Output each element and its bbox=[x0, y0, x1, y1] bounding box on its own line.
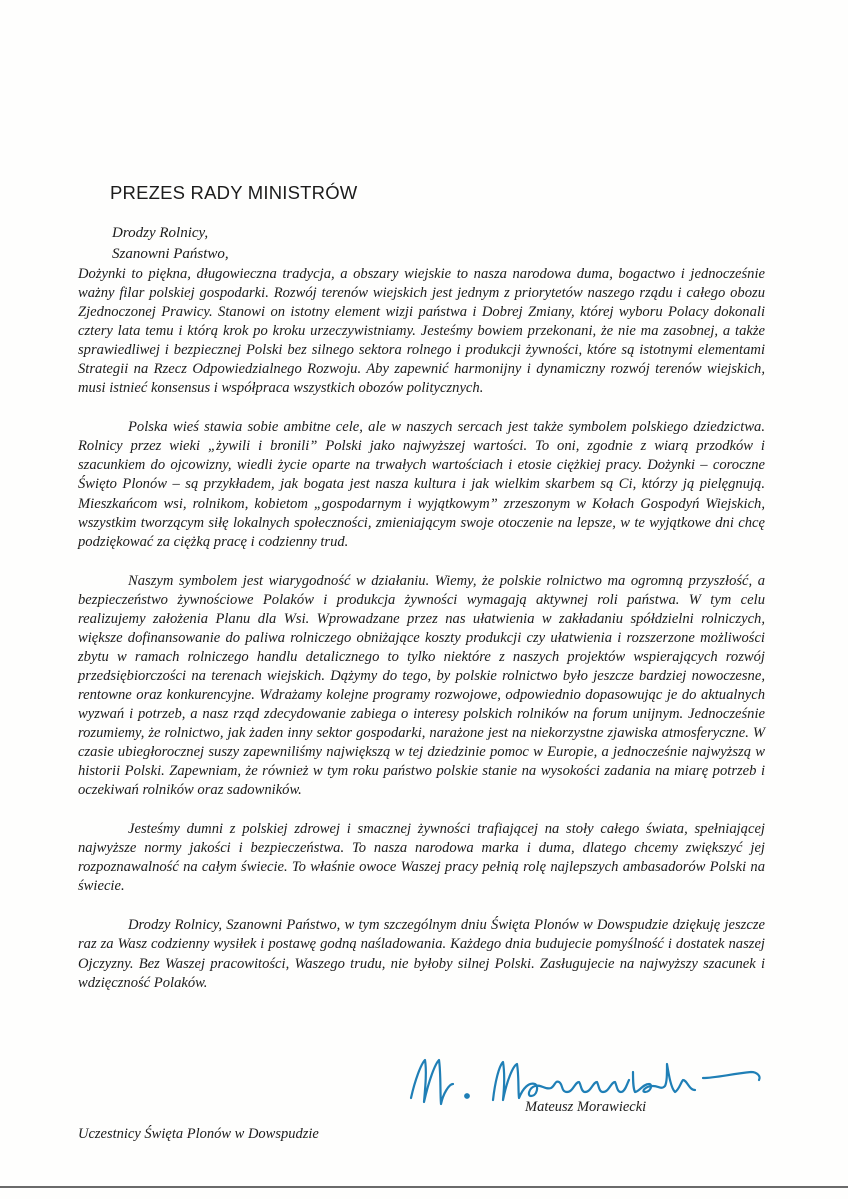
letter-body bbox=[78, 265, 765, 993]
letter-header: PREZES RADY MINISTRÓW bbox=[110, 182, 358, 203]
bottom-edge-divider bbox=[0, 1186, 848, 1188]
body-paragraph: Naszym symbolem jest wiarygodność w działaniu. Wiemy, że polskie rolnictwo ma ogromną przyszłość, a bezpieczeństwo żywnościowe Polaków i produkcja żywności wymagają aktywnej roli państwa. W tym celu realizujemy założenia Planu dla Wsi. Wprowadzane przez nas ułatwienia w zakładaniu spółdzielni rolniczych, większe dofinansowanie do paliwa rolniczego obniżające koszty produkcji czy ułatwienia i rozszerzone możliwości zbytu w ramach rolniczego handlu detalicznego to tylko niektóre z naszych projektów wspierających rozwój przedsiębiorczości na terenach wiejskich. Dążymy do tego, by polskie rolnictwo było jeszcze bardziej nowoczesne, rentowne oraz konkurencyjne. Wdrażamy kolejne programy rozwojowe, odpowiednio dopasowując je do aktualnych wyzwań i potrzeb, a nasz rząd zdecydowanie zabiega o interesy polskich rolników na forum unijnym. Jednocześnie rozumiemy, że rolnictwo, jak żaden inny sektor gospodarki, narażone jest na niekorzystne zjawiska atmosferyczne. W czasie ubiegłorocznej suszy zapewniliśmy największą w tej dziedzinie pomoc w Europie, a jednocześnie najwyższą w historii Polski. Zapewniam, że również w tym roku państwo polskie stanie na wysokości zadania na miarę potrzeb i oczekiwań rolników oraz sadowników. bbox=[78, 572, 765, 799]
body-paragraph: Jesteśmy dumni z polskiej zdrowej i smacznej żywności trafiającej na stoły całego świata, spełniającej najwyższe normy jakości i bezpieczeństwa. To nasza narodowa marka i duma, dlatego chcemy zwiększyć jej rozpoznawalność na całym świecie. To właśnie owoce Waszej pracy pełnią rolę najlepszych ambasadorów Polski na świecie. bbox=[78, 821, 765, 895]
signer-name: Mateusz Morawiecki bbox=[525, 1099, 647, 1115]
recipient-line: Uczestnicy Święta Plonów w Dowspudzie bbox=[78, 1126, 319, 1142]
body-paragraph: Dożynki to piękna, długowieczna tradycja, a obszary wiejskie to nasza narodowa duma, bogactwo i jednocześnie ważny filar polskiej gospodarki. Rozwój terenów wiejskich jest jednym z priorytetów naszego rządu i całego obozu Zjednoczonej Prawicy. Stanowi on istotny element wizji państwa i Dobrej Zmiany, której wyboru Polacy dokonali cztery lata temu i którą krok po kroku urzeczywistniamy. Jesteśmy bowiem przekonani, że nie ma zasobnej, a także sprawiedliwej i bezpiecznej Polski bez silnego sektora rolnego i produkcji żywności, które są istotnymi elementami Strategii na Rzecz Odpowiedzialnego Rozwoju. Aby zapewnić harmonijny i dynamiczny rozwój terenów wiejskich, musi istnieć konsensus i współpraca wszystkich obozów politycznych. bbox=[78, 266, 765, 397]
body-paragraph: Drodzy Rolnicy, Szanowni Państwo, w tym szczególnym dniu Święta Plonów w Dowspudzie dziękuję jeszcze raz za Wasz codzienny wysiłek i postawę godną naśladowania. Każdego dnia budujecie pomyślność i dostatek naszej Ojczyzny. Bez Waszej pracowitości, Waszego trudu, nie byłoby silnej Polski. Zasługujecie na najwyższy szacunek i wdzięczność Polaków. bbox=[78, 917, 765, 991]
greeting-line: Drodzy Rolnicy, bbox=[112, 225, 209, 241]
greeting-line: Szanowni Państwo, bbox=[112, 246, 229, 262]
body-paragraph: Polska wieś stawia sobie ambitne cele, ale w naszych sercach jest także symbolem polskiego dziedzictwa. Rolnicy przez wieki „żywili i bronili” Polski jako najwyższej wartości. To oni, zgodnie z wiarą przodków i szacunkiem do ojcowizny, wiedli życie oparte na trwałych wartościach i etosie ciężkiej pracy. Dożynki – coroczne Święto Plonów – są przykładem, jak bogata jest nasza kultura i jak wielkim skarbem są Ci, którzy ją pielęgnują. Mieszkańcom wsi, rolnikom, kobietom „gospodarnym i wyjątkowym” zrzeszonym w Kołach Gospodyń Wiejskich, wszystkim tworzącym siłę lokalnych społeczności, zmieniającym swoje otoczenie na lepsze, w te wyjątkowe dni chcę podziękować za ciężką pracę i codzienny trud. bbox=[78, 419, 765, 550]
